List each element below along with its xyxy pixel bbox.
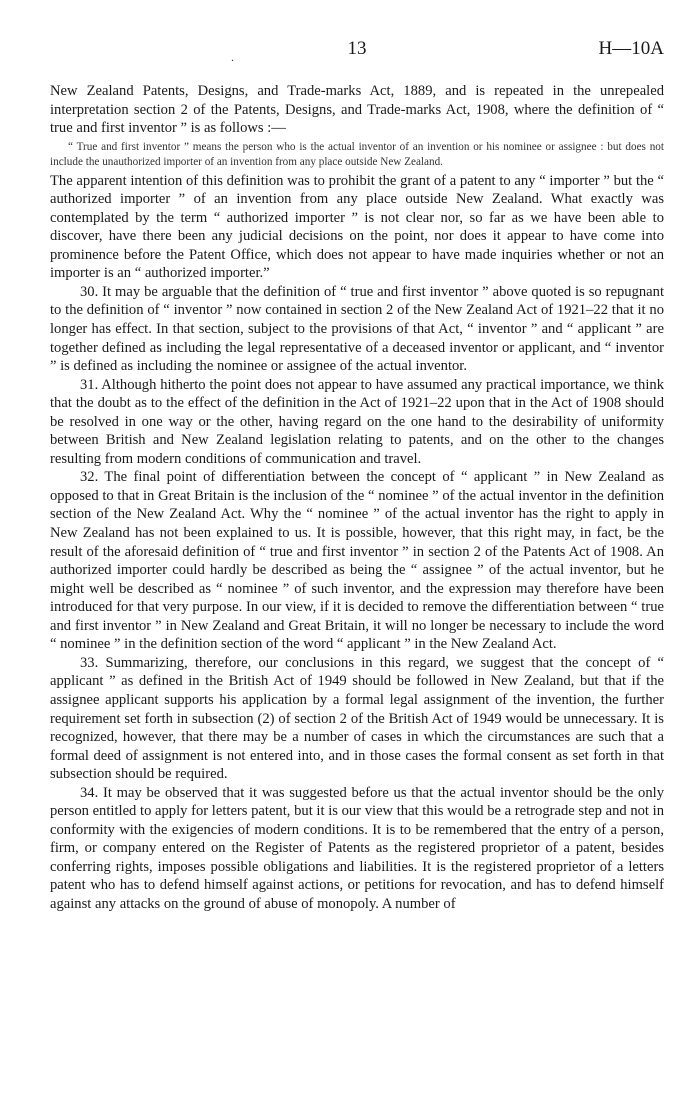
paragraph-30: 30. It may be arguable that the definition of “ true and first inventor ” above quoted is so repugnant to the definition of “ inventor ” now contained in section 2 of the New Zealand Act of 1921–22 that it no longer has effect. In that section, subject to the provisions of that Act, “ inventor ” and “ applicant ” are together defined as including the legal representative of a deceased inventor or applicant, and “ inventor ” is defined as including the nominee or assignee of the actual inventor. — [50, 283, 664, 375]
paragraph-apparent-intention: The apparent intention of this definition was to prohibit the grant of a patent to any “ importer ” but the “ authorized importer ” of an invention from any place outside New Zealand. What exactly was contemplated by the term “ authorized importer ” is not clear nor, so far as we have been able to discover, have there been any judicial decisions on the point, nor does it appear to have come into prominence before the Patent Office, which does not appear to have made inquiries whether or not an importer is an “ authorized importer.” — [50, 172, 664, 282]
quoted-definition: “ True and first inventor ” means the person who is the actual inventor of an invention or his nominee or assignee : but does not include the unauthorized importer of an invention from any place outside New Zealand. — [50, 140, 664, 168]
paragraph-31: 31. Although hitherto the point does not appear to have assumed any practical importance, we think that the doubt as to the effect of the definition in the Act of 1921–22 upon that in the Act of 1908 should be resolved in one way or the other, having regard on the one hand to the desirability of uniformity between British and New Zealand legislation relating to patents, and on the other to the changes resulting from modern conditions of communication and travel. — [50, 376, 664, 467]
paragraph-33: 33. Summarizing, therefore, our conclusions in this regard, we suggest that the concept of “ applicant ” as defined in the British Act of 1949 should be followed in New Zealand, but that if the assignee applicant supports his application by a formal legal assignment of the invention, the further requirement set forth in subsection (2) of section 2 of the British Act of 1949 would be unnecessary. It is recognized, however, that there may be a number of cases in which the circumstances are such that a formal deed of assignment is not entered into, and in those cases the formal consent as set forth in that subsection should be required. — [50, 654, 664, 783]
page-header — [50, 40, 664, 64]
header-mark: . — [231, 50, 234, 64]
paragraph-continuation: New Zealand Patents, Designs, and Trade-marks Act, 1889, and is repeated in the unrepealed interpretation section 2 of the Patents, Designs, and Trade-marks Act, 1908, where the definition of “ true and first inventor ” is as follows :— — [50, 83, 664, 137]
paragraph-32: 32. The final point of differentiation between the concept of “ applicant ” in New Zealand as opposed to that in Great Britain is the inclusion of the “ nominee ” of the actual inventor in the definition section of the New Zealand Act. Why the “ nominee ” of the actual inventor has the right to apply in New Zealand has not been explained to us. It is possible, however, that this right may, in fact, be the result of the aforesaid definition of “ true and first inventor ” in section 2 of the Patents Act of 1908. An authorized importer could hardly be described as being the “ assignee ” of the actual inventor, but he might well be described as “ nominee ” of such inventor, and the expression may therefore have been introduced for that very purpose. In our view, if it is decided to remove the differentiation between “ true and first inventor ” in New Zealand and Great Britain, it will no longer be necessary to include the word “ nominee ” in the definition section of the word “ applicant ” in the New Zealand Act. — [50, 469, 664, 653]
document-reference: H—10A — [598, 38, 664, 59]
paragraph-34: 34. It may be observed that it was suggested before us that the actual inventor should be the only person entitled to apply for letters patent, but it is our view that this would be a retrograde step and not in conformity with the exigencies of modern conditions. It is to be remembered that the entry of a person, firm, or company entered on the Register of Patents as the registered proprietor of a patent, besides conferring rights, imposes possible obligations and liabilities. It is the registered proprietor of a letters patent who has to defend himself against actions, or petitions for revocation, and has to defend himself against any attacks on the ground of abuse of monopoly. A number of — [50, 784, 664, 912]
page-number: 13 — [347, 38, 367, 59]
document-body — [50, 82, 664, 914]
